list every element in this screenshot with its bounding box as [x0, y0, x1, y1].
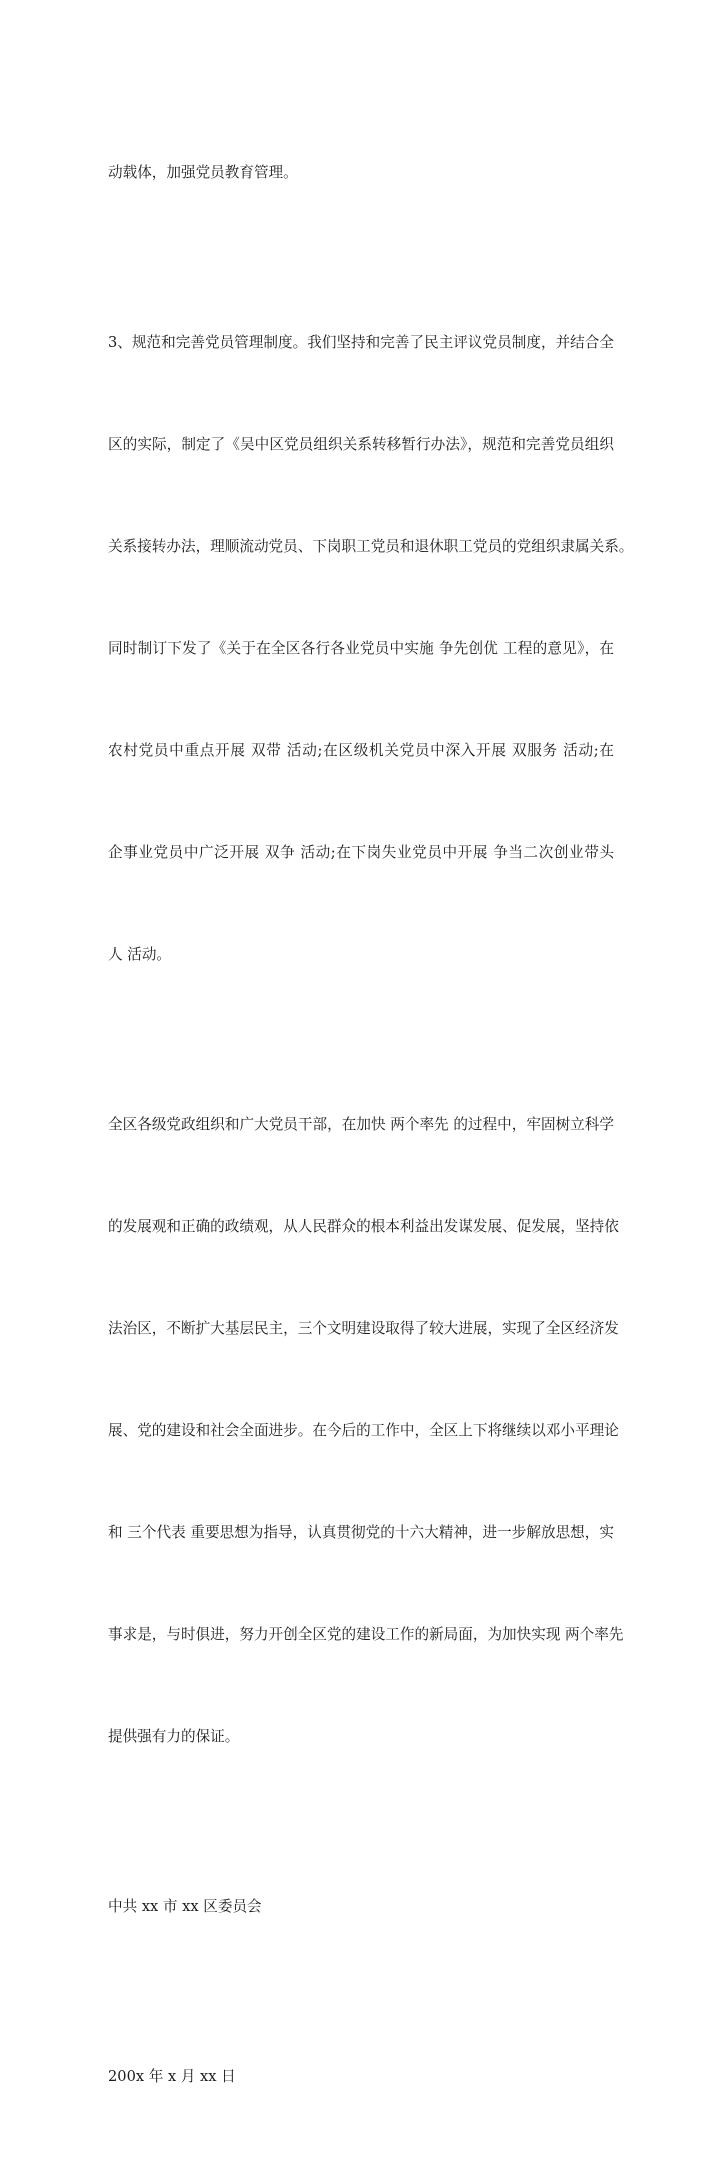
- text-line: 全区各级党政组织和广大党员干部，在加快 两个率先 的过程中，牢固树立科学: [108, 1116, 614, 1133]
- text-line: 关系接转办法，理顺流动党员、下岗职工党员和退休职工党员的党组织隶属关系。: [108, 538, 634, 555]
- paragraph-intro-tail: [108, 88, 614, 258]
- text-line: 企事业党员中广泛开展 双争 活动;在下岗失业党员中开展 争当二次创业带头: [108, 844, 614, 861]
- text-line: 200x 年 x 月 xx 日: [108, 2068, 236, 2085]
- document-body: [108, 88, 634, 2162]
- text-line: 人 活动。: [108, 946, 172, 963]
- text-line: 动载体，加强党员教育管理。: [108, 164, 298, 181]
- text-line: 和 三个代表 重要思想为指导，认真贯彻党的十六大精神，进一步解放思想，实: [108, 1524, 614, 1541]
- text-line: 展、党的建设和社会全面进步。在今后的工作中，全区上下将继续以邓小平理论: [108, 1422, 619, 1439]
- text-line: 区的实际，制定了《吴中区党员组织关系转移暂行办法》，规范和完善党员组织: [108, 436, 614, 453]
- text-line: 3、规范和完善党员管理制度。我们坚持和完善了民主评议党员制度，并结合全: [108, 334, 614, 351]
- text-line: 的发展观和正确的政绩观，从人民群众的根本利益出发谋发展、促发展，坚持依: [108, 1218, 619, 1235]
- signature-date: [108, 1992, 614, 2162]
- paragraph-management-system: [108, 258, 634, 1040]
- text-line: 中共 xx 市 xx 区委员会: [108, 1898, 262, 1915]
- text-line: 提供强有力的保证。: [108, 1728, 240, 1745]
- text-line: 事求是，与时俱进，努力开创全区党的建设工作的新局面，为加快实现 两个率先: [108, 1626, 624, 1643]
- signature-organization: [108, 1822, 614, 1992]
- text-line: 同时制订下发了《关于在全区各行各业党员中实施 争先创优 工程的意见》，在: [108, 640, 614, 657]
- text-line: 法治区，不断扩大基层民主，三个文明建设取得了较大进展，实现了全区经济发: [108, 1320, 619, 1337]
- paragraph-summary: [108, 1040, 624, 1822]
- text-line: 农村党员中重点开展 双带 活动;在区级机关党员中深入开展 双服务 活动;在: [108, 742, 614, 759]
